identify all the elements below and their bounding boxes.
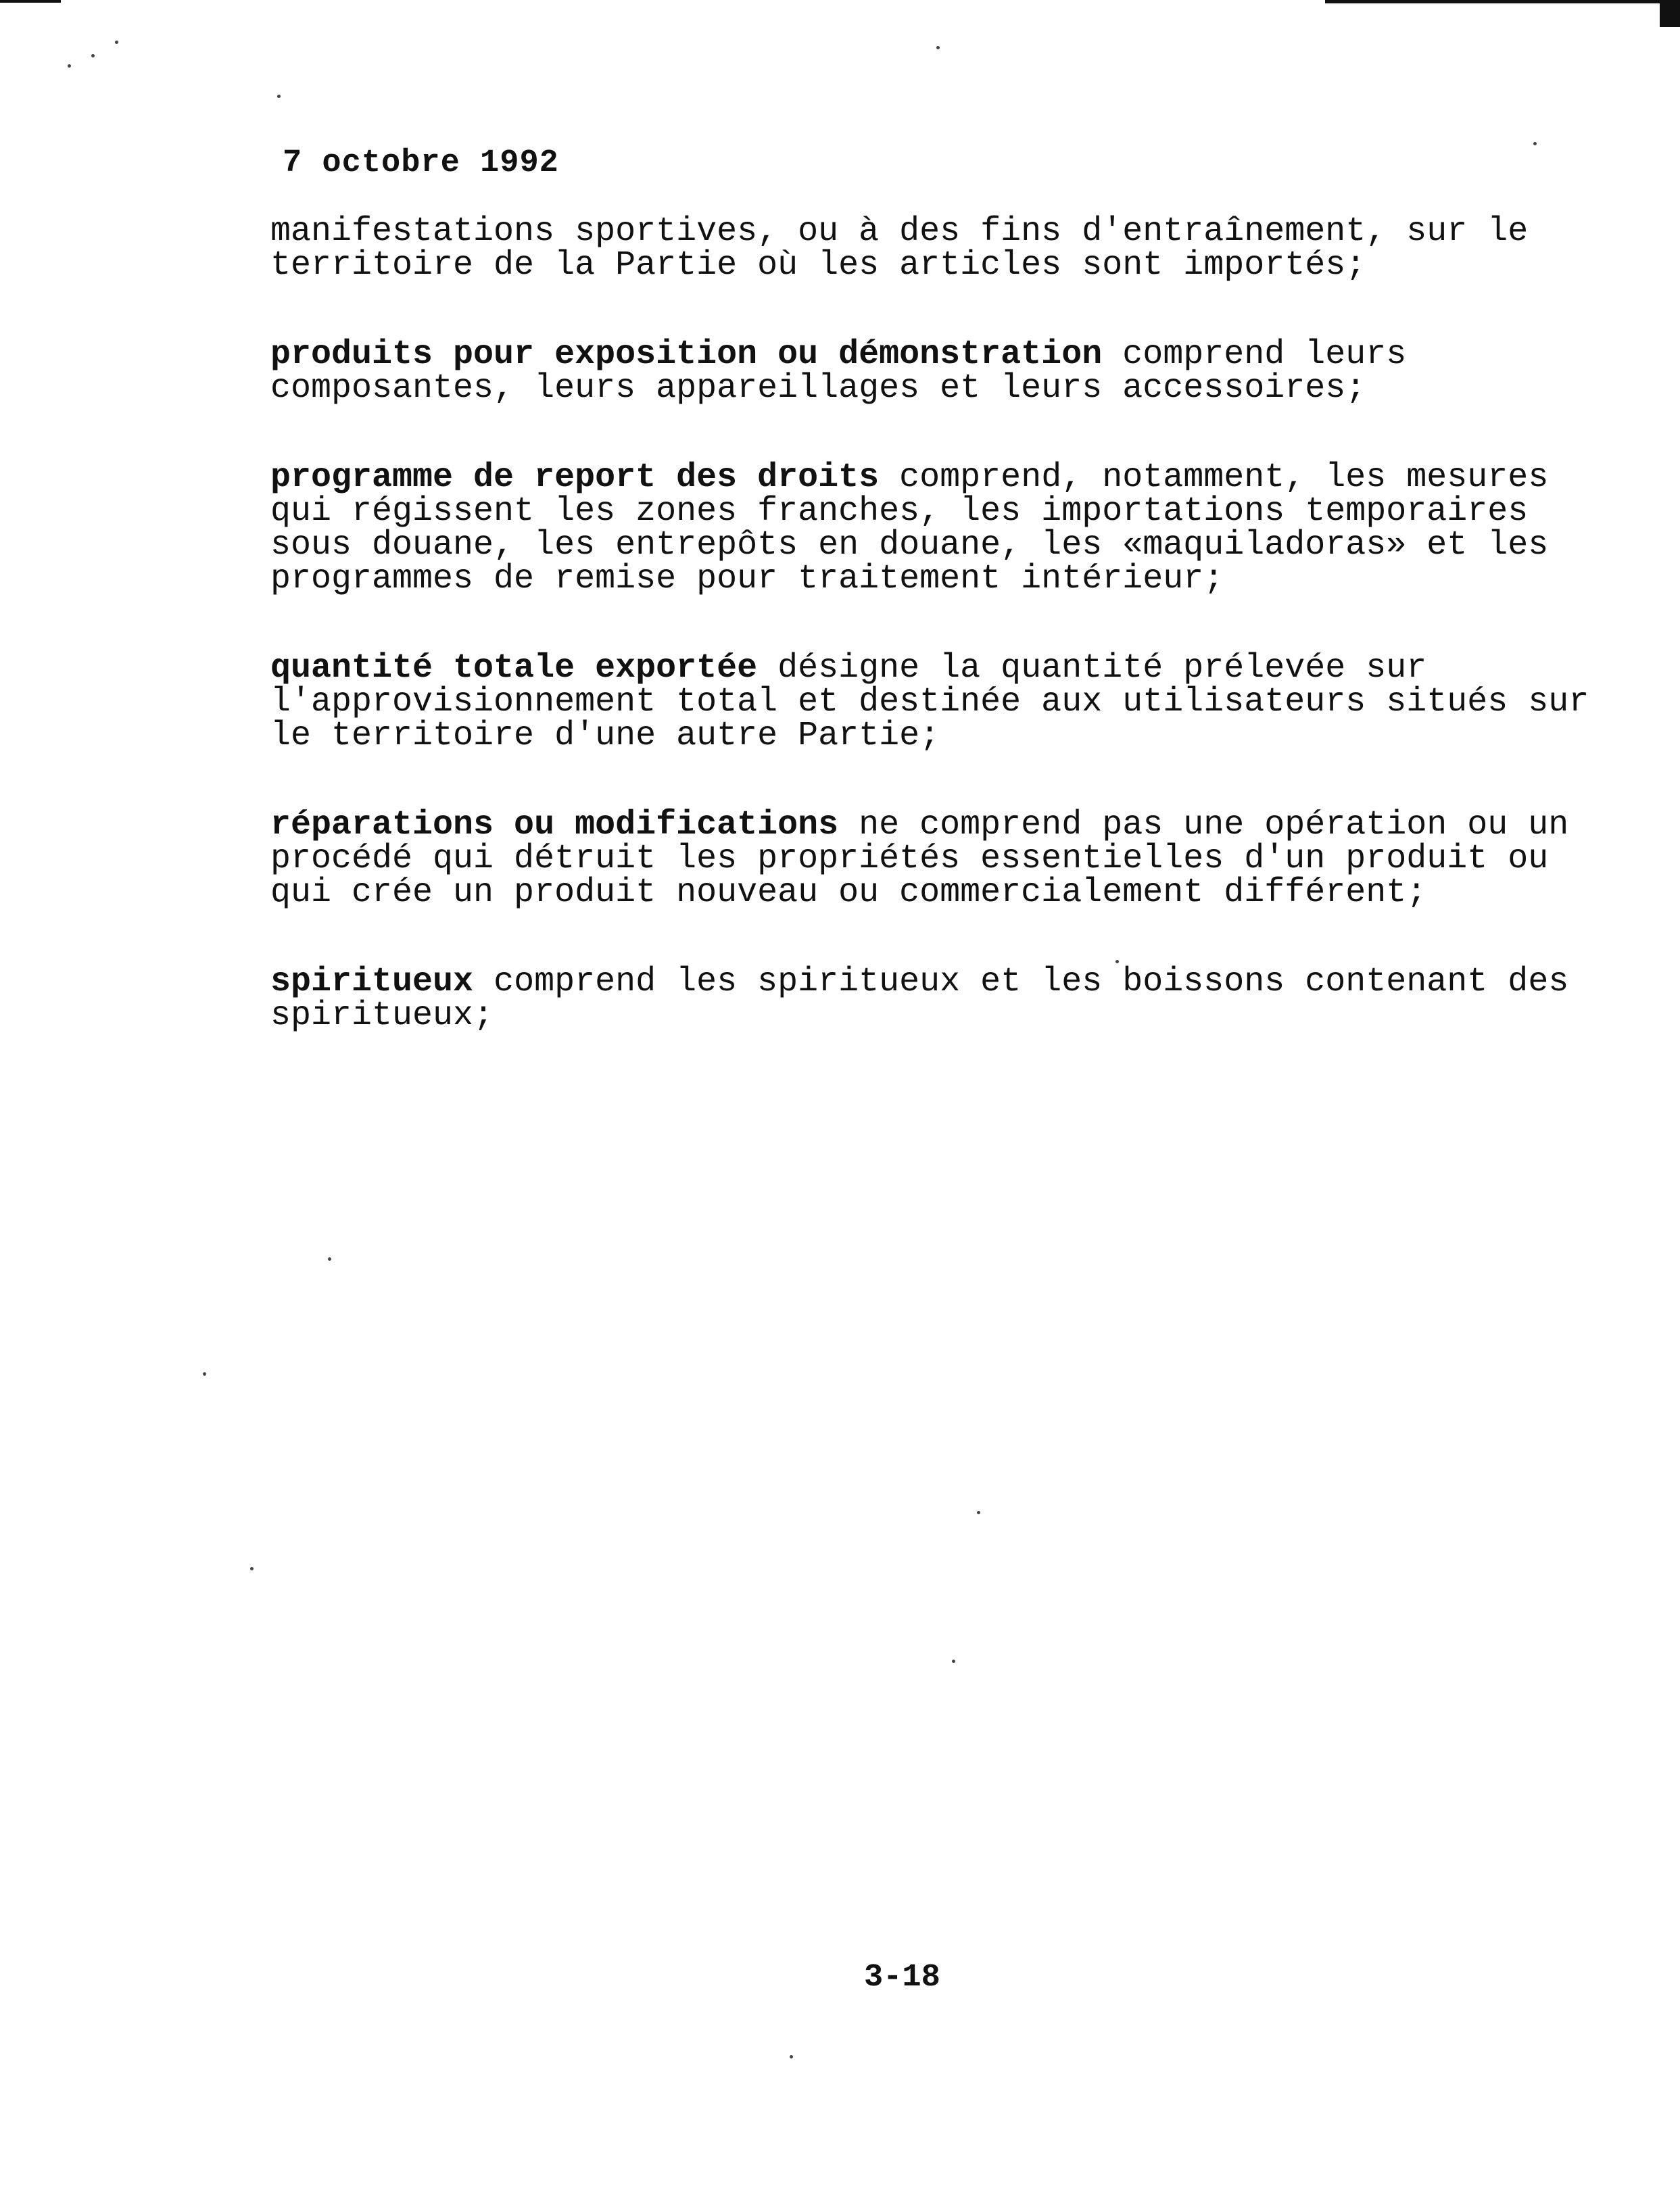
text-line: le territoire d'une autre Partie; (270, 717, 940, 755)
text-line: manifestations sportives, ou à des fins d'entraînement, sur le (270, 212, 1529, 251)
text-line (270, 458, 1616, 497)
scan-speck (790, 2055, 793, 2058)
defined-term: quantité totale exportée (270, 649, 758, 688)
scan-speck (328, 1257, 331, 1261)
text-line: programmes de remise pour traitement intérieur; (270, 560, 1224, 598)
scan-edge-mark-right (1325, 0, 1680, 3)
scan-speck (203, 1372, 206, 1376)
definition-paragraph (270, 212, 1616, 285)
defined-term: spiritueux (270, 963, 474, 1001)
definition-paragraph (270, 806, 1616, 912)
defined-term: programme de report des droits (270, 458, 880, 497)
definition-text: désigne la quantité prélevée sur (757, 649, 1427, 688)
definition-paragraph (270, 649, 1616, 755)
text-line (270, 965, 1616, 999)
definition-text: ne comprend pas une opération ou un (838, 806, 1569, 844)
defined-term: produits pour exposition ou démonstration (270, 335, 1103, 374)
defined-term: réparations ou modifications (270, 806, 839, 844)
scan-speck (977, 1511, 980, 1514)
definition-paragraph (270, 458, 1616, 598)
definition-text: comprend les spiritueux et les boissons contenant des (473, 963, 1569, 1001)
scan-speck (936, 46, 940, 49)
text-line: territoire de la Partie où les articles sont importés; (270, 246, 1366, 285)
scan-speck (115, 41, 118, 44)
definition-paragraph (270, 965, 1616, 1033)
text-line (270, 806, 1616, 844)
definition-text: comprend, notamment, les mesures (879, 458, 1549, 497)
scan-edge-mark-corner (1660, 0, 1680, 27)
text-line (270, 335, 1616, 374)
text-line: spiritueux; (270, 996, 494, 1035)
scan-speck (277, 95, 281, 98)
scan-speck (952, 1660, 955, 1663)
text-line: l'approvisionnement total et destinée aux utilisateurs situés sur (270, 683, 1589, 721)
text-line: composantes, leurs appareillages et leurs accessoires; (270, 369, 1366, 408)
text-line: procédé qui détruit les propriétés essentielles d'un produit ou (270, 840, 1549, 878)
text-line: qui crée un produit nouveau ou commercialement différent; (270, 873, 1427, 912)
text-line (270, 649, 1616, 688)
scan-edge-mark-left (0, 0, 61, 3)
scan-speck (68, 64, 71, 68)
scan-speck (91, 54, 95, 57)
text-line: qui régissent les zones franches, les importations temporaires (270, 492, 1529, 531)
text-line: sous douane, les entrepôts en douane, les «maquiladoras» et les (270, 526, 1549, 564)
definitions-body (270, 212, 1616, 1088)
scan-speck (250, 1567, 254, 1570)
document-date: 7 octobre 1992 (283, 145, 559, 181)
scan-speck (1533, 142, 1537, 145)
definition-text: comprend leurs (1102, 335, 1407, 374)
definition-paragraph (270, 335, 1616, 408)
page-number: 3-18 (864, 1960, 940, 1996)
